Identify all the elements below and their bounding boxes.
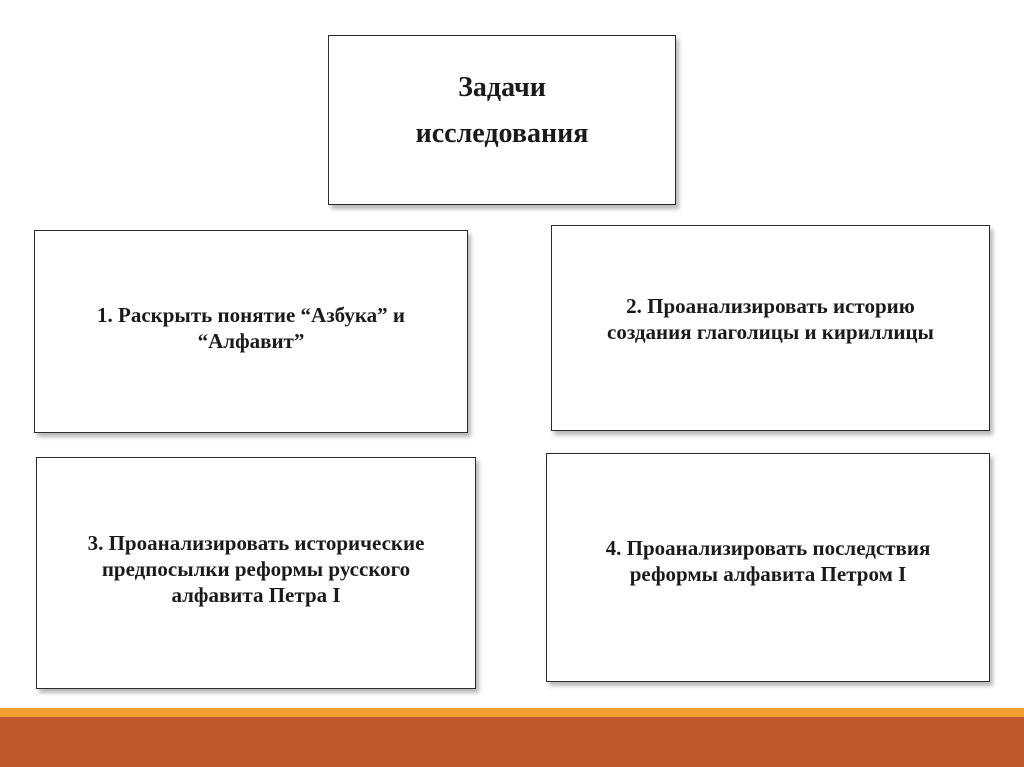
task-box-2: [551, 225, 990, 431]
footer-bar: [0, 717, 1024, 767]
title-line-1: Задачи: [458, 72, 546, 103]
task-3-text: 3. Проанализировать исторические предпосылки реформы русского алфавита Петра I: [87, 531, 425, 607]
task-2-text: 2. Проанализировать историю создания глаголицы и кириллицы: [607, 294, 934, 344]
task-4-text: 4. Проанализировать последствия реформы алфавита Петром I: [605, 535, 931, 586]
task-box-3: [36, 457, 476, 689]
title-line-2: исследования: [415, 118, 589, 149]
task-1-text: 1. Раскрыть понятие “Азбука” и “Алфавит”: [97, 302, 405, 353]
task-box-1: [34, 230, 468, 433]
task-box-4: [546, 453, 990, 682]
title-box: [328, 35, 676, 205]
footer-accent-stripe: [0, 708, 1024, 717]
